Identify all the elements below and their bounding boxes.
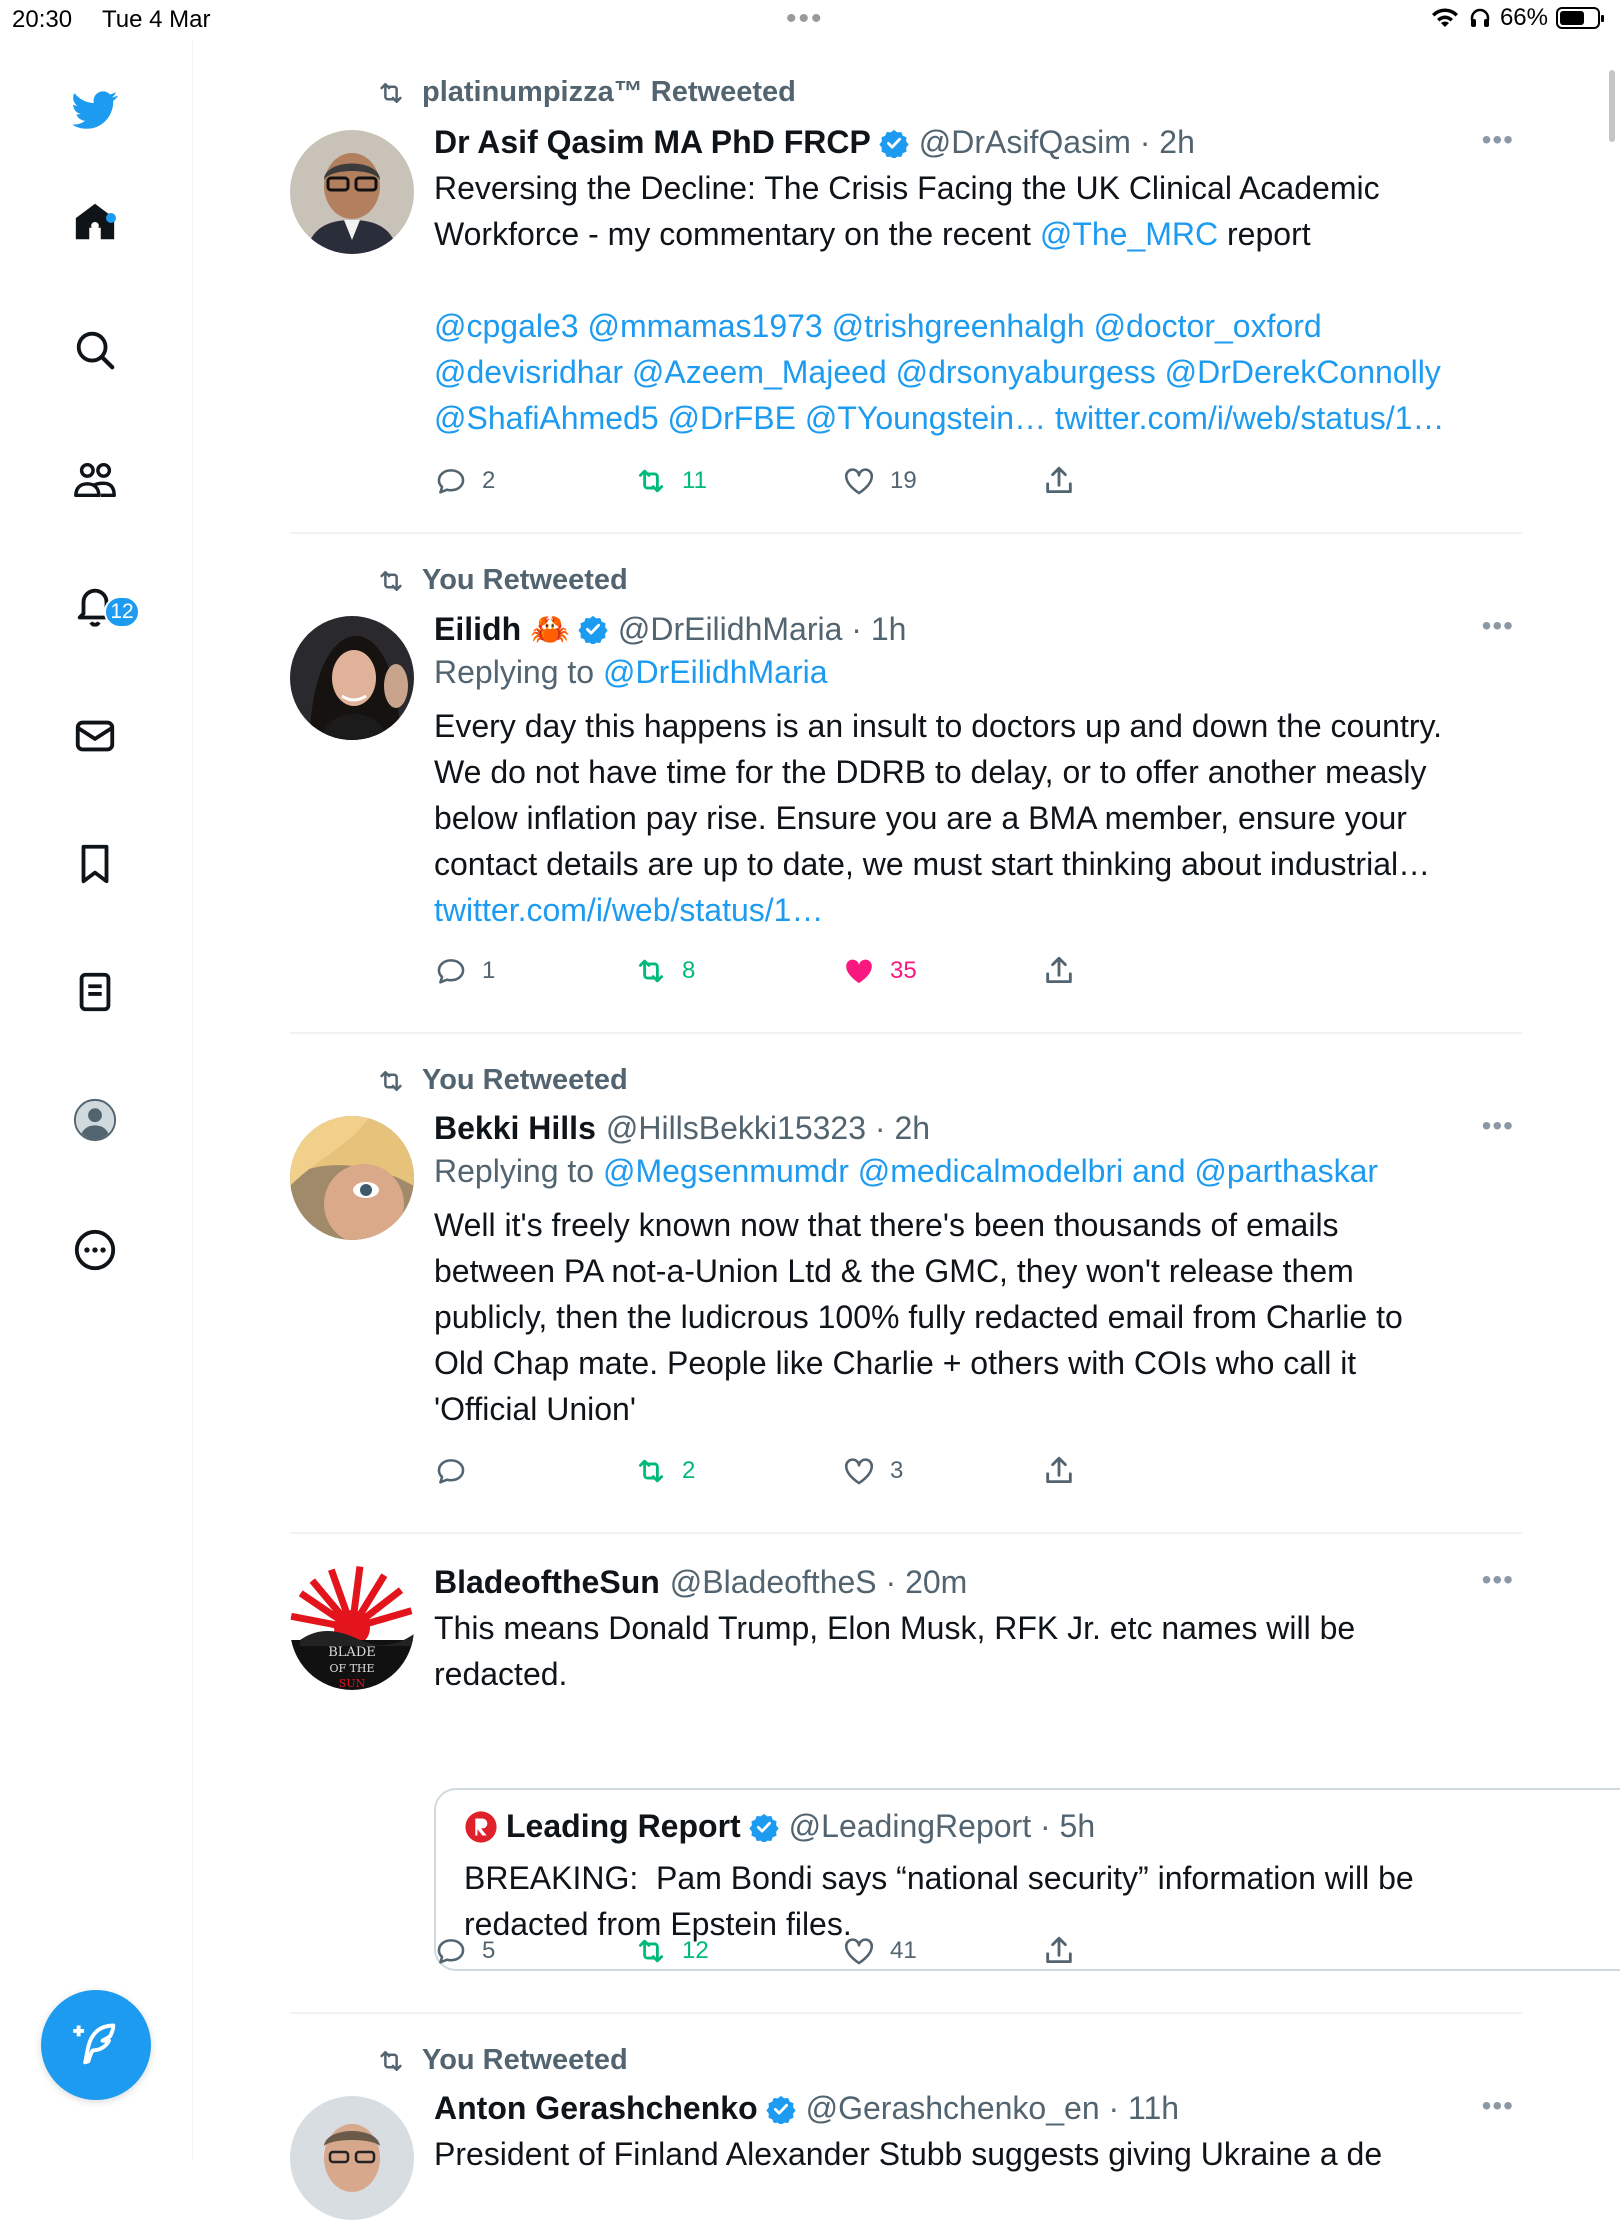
reply-icon	[434, 954, 468, 988]
quote-author-name[interactable]: Leading Report	[506, 1808, 741, 1844]
author-name[interactable]: Anton Gerashchenko	[434, 2090, 758, 2126]
notifications-badge: 12	[104, 596, 140, 628]
tweet-header	[434, 1564, 1514, 1601]
tweet-more-icon[interactable]: •••	[1481, 610, 1514, 641]
retweet-icon	[374, 566, 408, 596]
compose-feather-icon	[70, 2019, 122, 2071]
avatar-logo-text: OF THE	[329, 1662, 375, 1675]
status-right	[1430, 4, 1600, 32]
reply-count: 2	[482, 467, 496, 494]
share-button[interactable]	[1042, 464, 1076, 498]
reply-icon	[434, 1454, 468, 1488]
like-button[interactable]	[842, 464, 1042, 498]
reply-button[interactable]	[434, 1454, 634, 1488]
battery-percent: 66%	[1499, 4, 1548, 31]
retweet-icon	[374, 2046, 408, 2076]
retweet-icon	[634, 1934, 668, 1968]
tweet-content	[434, 1110, 1514, 1432]
replying-to	[434, 1153, 1514, 1190]
retweet-icon	[374, 78, 408, 108]
wifi-icon	[1430, 6, 1460, 30]
tweet-content	[434, 2090, 1514, 2177]
avatar[interactable]	[290, 2096, 414, 2220]
like-count: 35	[890, 957, 917, 984]
replying-to-handle[interactable]: @DrEilidhMaria	[602, 654, 828, 690]
tweet-text-line: report	[1218, 216, 1311, 252]
author-name[interactable]: Bekki Hills	[434, 1110, 596, 1146]
retweet-count: 11	[682, 467, 707, 494]
retweet-count: 12	[682, 1937, 709, 1964]
retweet-count: 2	[682, 1457, 696, 1484]
reply-icon	[434, 464, 468, 498]
retweet-indicator	[374, 1064, 628, 1097]
tweet-more-icon[interactable]: •••	[1481, 1110, 1514, 1141]
scrollbar[interactable]	[1609, 70, 1615, 142]
tweet-text: Every day this happens is an insult to doctors up and down the country. We do not have time for the DDRB to delay, or to offer another measly below inflation pay rise. Ensure you are a BMA member, ensure your contact details are up to date, we must start thinking about industrial…	[434, 708, 1442, 882]
tweet-text	[434, 165, 1514, 257]
retweet-icon	[634, 954, 668, 988]
mentions-block[interactable]	[434, 303, 1514, 441]
author-name[interactable]: Dr Asif Qasim MA PhD FRCP	[434, 124, 871, 160]
reply-button[interactable]	[434, 954, 634, 988]
tweet-content	[434, 1564, 1514, 1697]
more-options-icon[interactable]	[71, 1226, 119, 1274]
replying-to	[434, 654, 1514, 691]
avatar[interactable]	[290, 130, 414, 254]
tweet-card[interactable]	[290, 534, 1522, 1034]
retweet-icon	[634, 1454, 668, 1488]
verified-badge-icon	[749, 1812, 779, 1842]
status-date: Tue 4 Mar	[102, 6, 211, 33]
tweet-more-icon[interactable]: •••	[1481, 2090, 1514, 2121]
replying-to-label: Replying to	[434, 1153, 603, 1189]
tweet-text: This means Donald Trump, Elon Musk, RFK Jr. etc names will be redacted.	[434, 1610, 1356, 1692]
tweet-content	[434, 124, 1514, 441]
tweet-more-icon[interactable]: •••	[1481, 124, 1514, 155]
like-count: 3	[890, 1457, 904, 1484]
retweeted-by-label: You Retweeted	[422, 564, 628, 596]
reply-button[interactable]	[434, 464, 634, 498]
tweet-card[interactable]	[290, 1534, 1522, 2014]
tweet-actions	[434, 464, 1076, 498]
mentions-line[interactable]: @devisridhar @Azeem_Majeed @drsonyaburgess @DrDerekConnolly	[434, 354, 1441, 390]
profile-avatar-icon[interactable]	[71, 1096, 119, 1144]
communities-icon[interactable]	[71, 456, 119, 504]
reply-count: 1	[482, 957, 496, 984]
tweet-actions	[434, 1454, 1076, 1488]
author-handle[interactable]: @BladeoftheS · 20m	[669, 1564, 968, 1600]
share-icon	[1042, 1934, 1076, 1968]
author-handle[interactable]: @HillsBekki15323 · 2h	[605, 1110, 931, 1146]
verified-badge-icon	[879, 128, 909, 158]
share-button[interactable]	[1042, 1454, 1076, 1488]
status-time: 20:30	[12, 6, 73, 33]
like-count: 19	[890, 467, 917, 494]
author-handle[interactable]: @Gerashchenko_en · 11h	[805, 2090, 1180, 2126]
author-handle[interactable]: @DrEilidhMaria · 1h	[617, 610, 907, 647]
author-name[interactable]: BladeoftheSun	[434, 1564, 660, 1600]
retweet-icon	[374, 1066, 408, 1096]
tweet-header	[434, 124, 1514, 161]
battery-icon	[1556, 7, 1600, 29]
status-bar	[0, 0, 1620, 40]
share-button[interactable]	[1042, 954, 1076, 988]
heart-icon	[842, 1934, 876, 1968]
mention-link[interactable]: @The_MRC	[1039, 216, 1219, 252]
tweet-link[interactable]: twitter.com/i/web/status/1…	[434, 892, 824, 928]
retweet-indicator	[374, 2044, 628, 2077]
tweet-card[interactable]	[290, 2014, 1522, 2174]
avatar-logo-text: BLADE	[328, 1645, 376, 1660]
tweet-content	[434, 610, 1514, 933]
retweet-button[interactable]	[634, 464, 842, 498]
share-icon	[1042, 954, 1076, 988]
timeline-feed	[290, 44, 1522, 2174]
tweet-card[interactable]	[290, 1034, 1522, 1534]
avatar[interactable]	[290, 1566, 414, 1690]
author-name[interactable]: Eilidh 🦀	[434, 611, 570, 647]
retweet-icon	[634, 464, 668, 498]
share-icon	[1042, 464, 1076, 498]
tweet-actions	[434, 1934, 1076, 1968]
retweet-button[interactable]	[634, 1934, 842, 1968]
tweet-actions	[434, 954, 1076, 988]
lists-icon[interactable]	[71, 968, 119, 1016]
retweet-indicator	[374, 564, 628, 597]
tweet-header	[434, 2090, 1514, 2127]
retweeted-by-label: You Retweeted	[422, 2044, 628, 2076]
tweet-text-line: Workforce - my commentary on the recent	[434, 216, 1040, 252]
avatar[interactable]	[290, 1116, 414, 1240]
mentions-line[interactable]: @ShafiAhmed5 @DrFBE @TYoungstein… twitter.com/i/web/status/1…	[434, 400, 1445, 436]
avatar[interactable]	[290, 616, 414, 740]
retweet-count: 8	[682, 957, 696, 984]
retweeted-by-label: platinumpizza™ Retweeted	[422, 76, 796, 108]
reply-button[interactable]	[434, 1934, 634, 1968]
mentions-line[interactable]: @cpgale3 @mmamas1973 @trishgreenhalgh @doctor_oxford	[434, 308, 1322, 344]
heart-icon	[842, 1454, 876, 1488]
replying-to-handle[interactable]: @Megsenmumdr @medicalmodelbri and @parthaskar	[602, 1153, 1379, 1189]
author-handle[interactable]: @DrAsifQasim · 2h	[918, 124, 1195, 160]
tweet-more-icon[interactable]: •••	[1481, 1564, 1514, 1595]
tweet-card[interactable]	[290, 44, 1522, 534]
retweet-button[interactable]	[634, 954, 842, 988]
verified-badge-icon	[578, 614, 608, 644]
retweeted-by-label: You Retweeted	[422, 1064, 628, 1096]
twitter-logo-icon[interactable]	[71, 86, 119, 134]
quote-text: BREAKING: Pam Bondi says “national security” information will be redacted from Epstein files.	[464, 1860, 1414, 1942]
retweet-button[interactable]	[634, 1454, 842, 1488]
compose-tweet-button[interactable]	[41, 1990, 151, 2100]
bookmarks-icon[interactable]	[71, 840, 119, 888]
multitasking-dots-icon[interactable]: •••	[786, 2, 824, 35]
tweet-text: President of Finland Alexander Stubb suggests giving Ukraine a de	[434, 2136, 1383, 2172]
heart-icon	[842, 464, 876, 498]
share-icon	[1042, 1454, 1076, 1488]
sidebar-nav	[0, 40, 193, 2160]
tweet-text: Well it's freely known now that there's been thousands of emails between PA not-a-Union Ltd & the GMC, they won't release them publicly, then the ludicrous 100% fully redacted email from Charlie to Old Chap mate. People like Charlie + others with COIs who call it 'Official Union'	[434, 1207, 1403, 1427]
tweet-header	[434, 1110, 1514, 1147]
verified-badge-icon	[766, 2094, 796, 2124]
replying-to-label: Replying to	[434, 654, 603, 690]
tweet-text-line: Reversing the Decline: The Crisis Facing the UK Clinical Academic	[434, 170, 1380, 206]
heart-filled-icon	[842, 954, 876, 988]
messages-icon[interactable]	[71, 712, 119, 760]
like-button[interactable]	[842, 1934, 1042, 1968]
home-unread-dot	[106, 213, 116, 223]
quote-author-handle[interactable]: @LeadingReport · 5h	[788, 1808, 1096, 1844]
leading-report-logo-icon	[464, 1810, 498, 1844]
reply-icon	[434, 1934, 468, 1968]
quote-header	[464, 1808, 1620, 1845]
reply-count: 5	[482, 1937, 496, 1964]
like-button[interactable]	[842, 954, 1042, 988]
like-count: 41	[890, 1937, 917, 1964]
headphones-icon	[1468, 6, 1492, 30]
search-icon[interactable]	[71, 326, 119, 374]
like-button[interactable]	[842, 1454, 1042, 1488]
share-button[interactable]	[1042, 1934, 1076, 1968]
tweet-header	[434, 610, 1514, 648]
retweet-indicator	[374, 76, 796, 109]
avatar-logo-text: SUN	[338, 1677, 366, 1690]
